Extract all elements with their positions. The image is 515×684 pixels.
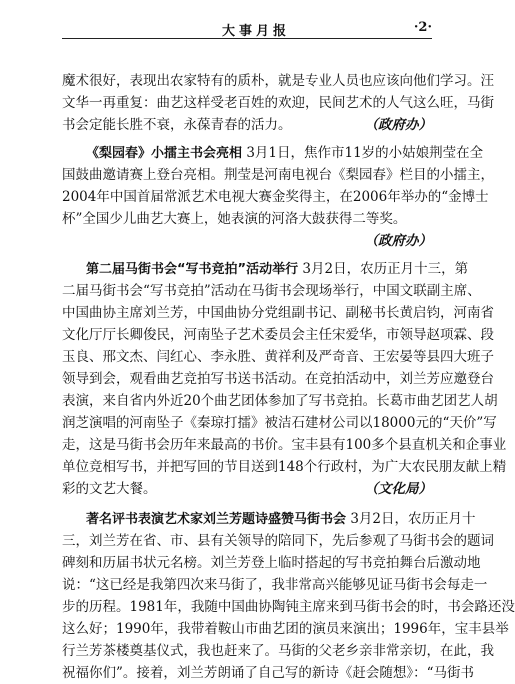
paragraph-line: 祝福你们”。接着，刘兰芳朗诵了自己写的新诗《赶会随想》：“马街书 — [62, 665, 475, 681]
paragraph-line: 二届马街书会“写书竞拍”活动在马街书会现场举行，中国文联副主席、 — [62, 283, 481, 299]
line-text: 3月1日，焦作市11岁的小姑娘荆莹在全 — [246, 145, 484, 161]
paragraph-line: 玉良、邢文杰、闫红心、李永胜、黄祥利及严奇音、王宏晏等县四大班子 — [62, 349, 494, 365]
paragraph-line: 单位竞相写书，并把写回的节目送到148个行政村，为广大农民朋友献上精 — [62, 459, 507, 475]
paragraph-line: 三，刘兰芳在省、市、县有关领导的陪同下，先后参观了马街书会的题词 — [62, 533, 494, 549]
page-header — [62, 20, 432, 39]
paragraph-line: 行兰芳茶楼奠基仪式，我也赶来了。马街的父老乡亲非常亲切，在此，我 — [62, 643, 494, 659]
paragraph-line: 文华一再重复：曲艺这样受老百姓的欢迎，民间艺术的人气这么旺，马街 — [62, 95, 494, 111]
entry-title: 第二届马街书会“写书竞拍”活动举行 — [86, 262, 299, 277]
paragraph-line: 这么好；1990年，我带着鞍山市曲艺团的演员来演出；1996年，宝丰县举 — [62, 621, 509, 637]
entry-title-line — [62, 508, 476, 530]
entry-title: 著名评书表演艺术家刘兰芳题诗盛赞马街书会 — [86, 512, 347, 527]
paragraph-line: 魔术很好，表现出农家特有的质朴，就是专业人员也应该向他们学习。汪 — [62, 73, 494, 89]
paragraph-line: 步的历程。1981年，我随中国曲协陶钝主席来到马街书会的时，书会路还没 — [62, 599, 515, 615]
paragraph-line: 杯”全国少儿曲艺大赛上，她表演的河洛大鼓获得二等奖。 — [62, 211, 407, 227]
source-credit: （政府办） — [364, 117, 432, 133]
entry-title-line — [62, 258, 469, 280]
paragraph-line: 文化厅厅长卿俊民，河南坠子艺术委员会主任宋爱华，市领导赵项霖、段 — [62, 327, 494, 343]
page-number: ·2· — [413, 20, 432, 35]
line-text: 3月2日，农历正月十三，第 — [302, 261, 469, 277]
running-title: 大事月报 — [222, 24, 291, 39]
line-text: 书会定能长胜不衰，永葆青春的活力。 — [62, 117, 292, 133]
paragraph-line: 领导到会，观看曲艺竞拍写书送书活动。在竞拍活动中，刘兰芳应邀登台 — [62, 371, 494, 387]
line-text: 3月2日，农历正月十 — [350, 511, 476, 527]
paragraph-line: 说：“这已经是我第四次来马街了，我非常高兴能够见证马街书会每走一 — [62, 577, 488, 593]
paragraph-line — [62, 478, 432, 500]
paragraph-line: 润芝演唱的河南坠子《秦琼打擂》被洁石建材公司以18000元的“天价”写 — [62, 415, 497, 431]
paragraph-line: 碑刻和历届书状元名榜。刘兰芳登上临时搭起的写书竞拍舞台后激动地 — [62, 555, 481, 571]
source-credit — [62, 230, 432, 252]
paragraph-line: 表演，来自省内外近20个曲艺团体参加了写书竞拍。长葛市曲艺团艺人胡 — [62, 393, 498, 409]
entry-title: 《梨园春》小擂主书会亮相 — [86, 146, 243, 161]
entry-title-line — [62, 142, 484, 164]
paragraph-line: 中国曲协主席刘兰芳，中国曲协分党组副书记、副秘书长黄启钧，河南省 — [62, 305, 494, 321]
source-credit-text: （政府办） — [364, 233, 432, 249]
line-text: 彩的文艺大餐。 — [62, 481, 157, 497]
paragraph-line: 走，这是马街书会历年来最高的书价。宝丰县有100多个县直机关和企事业 — [62, 437, 507, 453]
source-credit: （文化局） — [364, 481, 432, 497]
paragraph-line: 2004年中国首届常派艺术电视大赛金奖得主，在2006年举办的“金博士 — [62, 189, 489, 205]
paragraph-line — [62, 114, 432, 136]
paragraph-line: 国鼓曲邀请赛上登台亮相。荆莹是河南电视台《梨园春》栏目的小擂主， — [62, 167, 494, 183]
